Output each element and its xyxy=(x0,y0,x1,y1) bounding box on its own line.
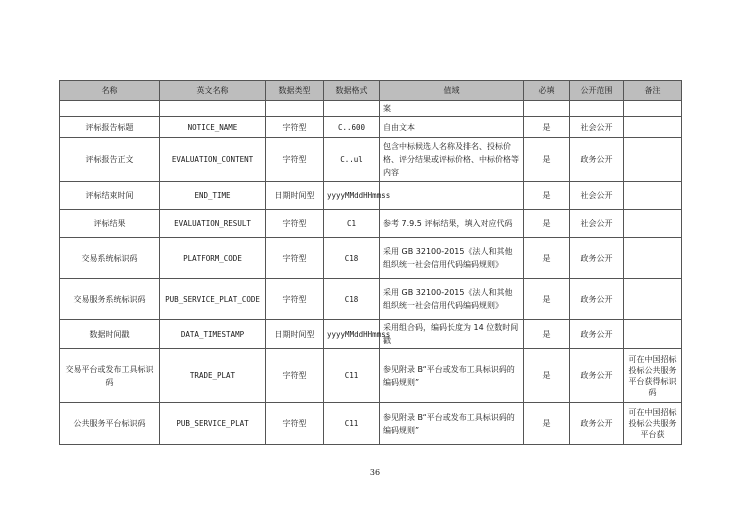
header-value-domain: 值域 xyxy=(380,81,524,101)
cell-remarks: 可在中国招标投标公共服务平台获 xyxy=(624,403,682,445)
header-required: 必填 xyxy=(524,81,570,101)
cell-remarks xyxy=(624,138,682,182)
cell-data-format: C..ul xyxy=(324,138,380,182)
cell-value-domain: 采用组合码，编码长度为 14 位数时间戳 xyxy=(380,320,524,349)
cell-value-domain: 参考 7.9.5 评标结果，填入对应代码 xyxy=(380,210,524,238)
cell-value-domain: 参见附录 B“平台或发布工具标识码的编码规则” xyxy=(380,349,524,403)
cell-data-type: 字符型 xyxy=(266,210,324,238)
cell-required: 是 xyxy=(524,238,570,279)
cell-name: 评标报告正文 xyxy=(60,138,160,182)
cell-remarks xyxy=(624,238,682,279)
cell-disclosure-scope xyxy=(570,101,624,117)
cell-value-domain: 包含中标候选人名称及排名、投标价格、评分结果或评标价格、中标价格等内容 xyxy=(380,138,524,182)
header-english-name: 英文名称 xyxy=(160,81,266,101)
cell-value-domain: 采用 GB 32100-2015《法人和其他组织统一社会信用代码编码规则》 xyxy=(380,279,524,320)
cell-disclosure-scope: 政务公开 xyxy=(570,403,624,445)
cell-name: 交易服务系统标识码 xyxy=(60,279,160,320)
cell-required: 是 xyxy=(524,320,570,349)
cell-data-format: C..600 xyxy=(324,117,380,138)
cell-data-format: yyyyMMddHHmmss xyxy=(324,320,380,349)
table-row xyxy=(60,117,682,138)
cell-disclosure-scope: 政务公开 xyxy=(570,349,624,403)
cell-data-type: 字符型 xyxy=(266,138,324,182)
cell-english-name: NOTICE_NAME xyxy=(160,117,266,138)
cell-data-format: C18 xyxy=(324,238,380,279)
cell-data-type: 日期时间型 xyxy=(266,182,324,210)
table-row xyxy=(60,101,682,117)
cell-value-domain: 参见附录 B“平台或发布工具标识码的编码规则” xyxy=(380,403,524,445)
cell-remarks xyxy=(624,320,682,349)
cell-english-name: PUB_SERVICE_PLAT xyxy=(160,403,266,445)
cell-english-name: EVALUATION_CONTENT xyxy=(160,138,266,182)
cell-remarks xyxy=(624,210,682,238)
table-row xyxy=(60,279,682,320)
cell-disclosure-scope: 政务公开 xyxy=(570,138,624,182)
cell-data-format: yyyyMMddHHmmss xyxy=(324,182,380,210)
cell-disclosure-scope: 社会公开 xyxy=(570,210,624,238)
cell-value-domain: 自由文本 xyxy=(380,117,524,138)
cell-remarks: 可在中国招标投标公共服务平台获得标识码 xyxy=(624,349,682,403)
header-name: 名称 xyxy=(60,81,160,101)
cell-disclosure-scope: 社会公开 xyxy=(570,117,624,138)
table-header-row xyxy=(60,81,682,101)
header-data-format: 数据格式 xyxy=(324,81,380,101)
cell-disclosure-scope: 政务公开 xyxy=(570,238,624,279)
cell-data-format: C11 xyxy=(324,349,380,403)
cell-name: 交易系统标识码 xyxy=(60,238,160,279)
cell-value-domain xyxy=(380,182,524,210)
cell-required: 是 xyxy=(524,210,570,238)
table-row xyxy=(60,138,682,182)
cell-value-domain: 采用 GB 32100-2015《法人和其他组织统一社会信用代码编码规则》 xyxy=(380,238,524,279)
cell-data-type: 字符型 xyxy=(266,238,324,279)
cell-name: 数据时间戳 xyxy=(60,320,160,349)
cell-data-type: 字符型 xyxy=(266,117,324,138)
cell-english-name: TRADE_PLAT xyxy=(160,349,266,403)
cell-data-type xyxy=(266,101,324,117)
cell-data-format: C1 xyxy=(324,210,380,238)
cell-name: 评标报告标题 xyxy=(60,117,160,138)
cell-data-format xyxy=(324,101,380,117)
cell-remarks xyxy=(624,279,682,320)
cell-value-domain: 案 xyxy=(380,101,524,117)
cell-data-type: 字符型 xyxy=(266,403,324,445)
cell-name: 评标结果 xyxy=(60,210,160,238)
cell-remarks xyxy=(624,117,682,138)
cell-required: 是 xyxy=(524,349,570,403)
data-element-table xyxy=(59,80,682,445)
table-row xyxy=(60,349,682,403)
header-disclosure-scope: 公开范围 xyxy=(570,81,624,101)
cell-name xyxy=(60,101,160,117)
cell-name: 交易平台或发布工具标识码 xyxy=(60,349,160,403)
cell-english-name: EVALUATION_RESULT xyxy=(160,210,266,238)
cell-data-type: 字符型 xyxy=(266,279,324,320)
cell-disclosure-scope: 社会公开 xyxy=(570,182,624,210)
cell-required: 是 xyxy=(524,403,570,445)
cell-required: 是 xyxy=(524,117,570,138)
cell-name: 评标结束时间 xyxy=(60,182,160,210)
cell-required: 是 xyxy=(524,138,570,182)
table-row xyxy=(60,320,682,349)
page-number: 36 xyxy=(369,468,381,477)
cell-required: 是 xyxy=(524,182,570,210)
header-data-type: 数据类型 xyxy=(266,81,324,101)
cell-remarks xyxy=(624,101,682,117)
table-row xyxy=(60,182,682,210)
cell-english-name: PLATFORM_CODE xyxy=(160,238,266,279)
table-row xyxy=(60,210,682,238)
cell-data-type: 日期时间型 xyxy=(266,320,324,349)
cell-disclosure-scope: 政务公开 xyxy=(570,320,624,349)
cell-required: 是 xyxy=(524,279,570,320)
cell-data-format: C18 xyxy=(324,279,380,320)
cell-data-format: C11 xyxy=(324,403,380,445)
cell-required xyxy=(524,101,570,117)
cell-english-name: DATA_TIMESTAMP xyxy=(160,320,266,349)
table-row xyxy=(60,403,682,445)
cell-disclosure-scope: 政务公开 xyxy=(570,279,624,320)
cell-data-type: 字符型 xyxy=(266,349,324,403)
header-remarks: 备注 xyxy=(624,81,682,101)
table-row xyxy=(60,238,682,279)
cell-remarks xyxy=(624,182,682,210)
cell-name: 公共服务平台标识码 xyxy=(60,403,160,445)
cell-english-name: PUB_SERVICE_PLAT_CODE xyxy=(160,279,266,320)
cell-english-name: END_TIME xyxy=(160,182,266,210)
cell-english-name xyxy=(160,101,266,117)
